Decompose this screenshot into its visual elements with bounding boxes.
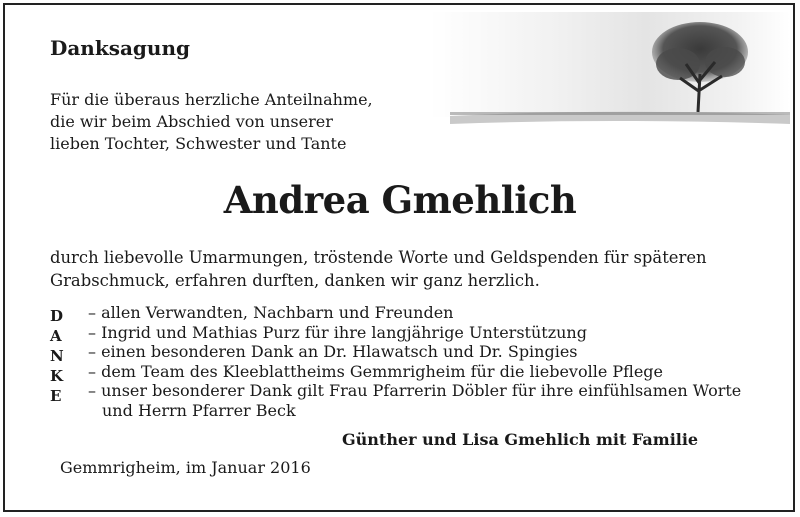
thanks-item: – allen Verwandten, Nachbarn und Freunden bbox=[88, 303, 454, 322]
thanks-item-continuation: und Herrn Pfarrer Beck bbox=[102, 400, 296, 420]
intro-line: die wir beim Abschied von unserer bbox=[50, 112, 333, 131]
intro-text bbox=[50, 89, 373, 155]
tree-landscape-icon bbox=[410, 12, 790, 137]
danke-letter: D bbox=[50, 307, 64, 325]
signature: Günther und Lisa Gmehlich mit Familie bbox=[342, 430, 699, 449]
notice-heading: Danksagung bbox=[50, 36, 190, 60]
danke-letter: K bbox=[50, 367, 64, 385]
thanks-item: – einen besonderen Dank an Dr. Hlawatsch und Dr. Spingies bbox=[88, 342, 578, 361]
thanks-item: – Ingrid und Mathias Purz für ihre langjährige Unterstützung bbox=[88, 322, 587, 342]
danke-letter: A bbox=[50, 327, 62, 345]
intro-line: Für die überaus herzliche Anteilnahme, bbox=[50, 90, 373, 109]
body-text bbox=[50, 246, 707, 292]
intro-line: lieben Tochter, Schwester und Tante bbox=[50, 134, 347, 153]
danke-letter: E bbox=[50, 387, 62, 405]
danke-vertical bbox=[50, 306, 64, 406]
body-line: Grabschmuck, erfahren durften, danken wir ganz herzlich. bbox=[50, 271, 540, 290]
body-line: durch liebevolle Umarmungen, tröstende Worte und Geldspenden für späteren bbox=[50, 248, 707, 267]
danke-letter: N bbox=[50, 347, 64, 365]
thanks-list bbox=[88, 303, 741, 420]
deceased-name: Andrea Gmehlich bbox=[223, 178, 577, 222]
thanks-item: – unser besonderer Dank gilt Frau Pfarrerin Döbler für ihre einfühlsamen Worte bbox=[88, 381, 742, 400]
place-date: Gemmrigheim, im Januar 2016 bbox=[60, 458, 311, 477]
thanks-item: – dem Team des Kleeblattheims Gemmrigheim für die liebevolle Pflege bbox=[88, 361, 663, 381]
